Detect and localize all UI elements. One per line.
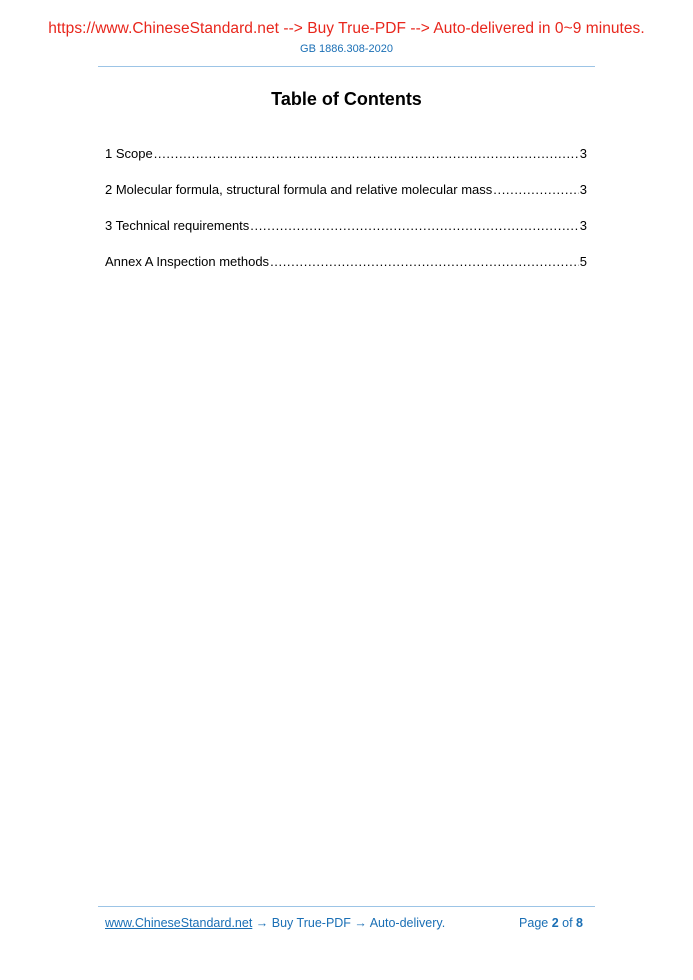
dot-leader [493,182,579,198]
toc-entry-label: 1 Scope [105,146,153,161]
toc-list [105,146,587,290]
toc-entry-technical-requirements[interactable] [105,218,587,254]
toc-entry-label: 3 Technical requirements [105,218,250,233]
page-prefix: Page [519,916,552,930]
footer-site-link[interactable]: www.ChineseStandard.net [105,916,253,930]
page-total: 8 [576,916,583,930]
toc-entry-label: 2 Molecular formula, structural formula and relative molecular mass [105,182,493,197]
page-current: 2 [551,916,559,930]
document-code: GB 1886.308-2020 [300,43,393,55]
footer-promo [105,916,445,930]
dot-leader [270,254,579,270]
toc-entry-label: Annex A Inspection methods [105,254,270,269]
dot-leader [154,146,579,162]
header-divider [98,66,595,67]
top-banner[interactable]: https://www.ChineseStandard.net --> Buy True-PDF --> Auto-delivered in 0~9 minutes. [48,20,645,37]
toc-entry-page: 3 [579,182,587,197]
page-of: of [558,916,577,930]
toc-title: Table of Contents [271,89,422,109]
toc-entry-scope[interactable] [105,146,587,182]
toc-entry-page: 3 [579,218,587,233]
toc-entry-annex-a[interactable] [105,254,587,290]
page-indicator [519,916,583,930]
footer-promo-text: → Buy True-PDF → Auto-delivery. [252,916,446,930]
footer-divider [98,906,595,907]
toc-entry-page: 5 [579,254,587,269]
toc-entry-page: 3 [579,146,587,161]
toc-entry-molecular-formula[interactable] [105,182,587,218]
dot-leader [250,218,578,234]
